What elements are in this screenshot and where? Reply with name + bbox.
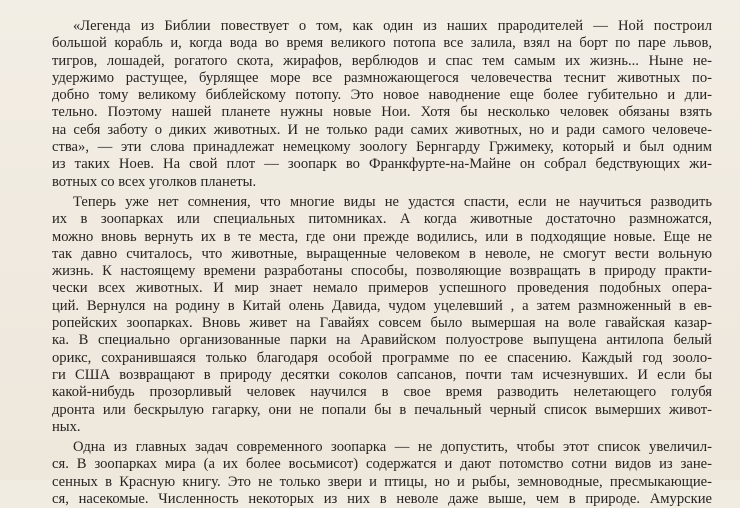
text-line: ций. Вернулся на родину в Китай олень Давида, чудом уцелевший , а затем размноженный в ев- xyxy=(52,297,712,314)
text-line: удержимо растущее, бурлящее море все размножающегося человечества теснит животных по- xyxy=(52,69,712,86)
text-line: Одна из главных задач современного зоопарка — не допустить, чтобы этот список увеличил- xyxy=(73,439,712,456)
text-line: орикс, сохранившаяся только благодаря особой программе по ее спасению. Каждый год зооло- xyxy=(52,349,712,366)
text-line: жизнь. К настоящему времени разработаны способы, позволяющие возвращать в природу практи- xyxy=(52,263,712,280)
text-line: так давно считалось, что животные, выращенные человеком в неволе, не смогут вести вольную xyxy=(52,245,712,262)
text-line: ка. В специально организованные парки на Аравийском полуострове выпущена антилопа белый xyxy=(52,332,712,349)
text-line: из таких Ноев. На свой плот — зоопарк во Франкфурте-на-Майне он собрал бедствующих жи- xyxy=(52,156,712,173)
paragraph-2 xyxy=(52,194,712,436)
text-line: чески всех животных. И мир знает немало примеров успешного проведения подобных опера- xyxy=(52,280,712,297)
text-line: их в зоопарках или специальных питомниках. А когда животные достаточно размножатся, xyxy=(52,211,712,228)
text-line: ных. xyxy=(52,418,81,435)
text-line: «Легенда из Библии повествует о том, как один из наших прародителей — Ной построил xyxy=(73,18,712,34)
text-line: на себя заботу о диких животных. И не только ради самих животных, но и ради самого человече- xyxy=(52,121,712,138)
text-line: Теперь уже нет сомнения, что многие виды не удастся спасти, если не научиться разводить xyxy=(73,193,712,210)
text-line: можно вновь вернуть их в те места, где они прежде водились, или в подходящие новые. Еще не xyxy=(52,228,712,245)
text-line: добно тому великому библейскому потопу. Это новое наводнение еще более губительно и дли- xyxy=(52,87,712,104)
paragraph-3 xyxy=(52,439,712,508)
text-line: ги США возвращают в природу десятки соколов сапсанов, почти там исчезнувших. И если бы xyxy=(52,366,712,383)
text-line: сенных в Красную книгу. Это не только звери и птицы, но и рыбы, земноводные, пресмыкающие- xyxy=(52,473,712,490)
text-line: тигров, лошадей, рогатого скота, жирафов, верблюдов и спас тем самым их жизнь... Ныне не- xyxy=(52,52,712,69)
text-line: большой корабль и, когда вода во время великого потопа все залила, взял на борт по паре львов, xyxy=(52,35,712,52)
text-line: ся, насекомые. Численность некоторых из них в неволе даже выше, чем в природе. Амурские xyxy=(52,491,712,508)
text-line: вотных со всех уголков планеты. xyxy=(52,173,257,190)
text-block xyxy=(52,18,712,508)
text-line: какой-нибудь прозорливый человек научился в свое время разводить нелетающего голубя xyxy=(52,384,712,401)
text-line: тельно. Поэтому нашей планете нужны новые Нои. Хотя бы несколько человек обязаны взять xyxy=(52,104,712,121)
text-line: ся. В зоопарках мира (а их более восьмисот) содержатся и дают потомство сотни видов из зане- xyxy=(52,456,712,473)
paragraph-1 xyxy=(52,18,712,191)
text-line: ства», — эти слова принадлежат немецкому зоологу Бернгарду Гржимеку, который и был одним xyxy=(52,139,712,156)
text-line: дронта или бескрылую гагарку, они не попали бы в печальный черный список вымерших живот- xyxy=(52,401,712,418)
text-line: ропейских зоопарках. Вновь живет на Гавайях совсем было вымершая на воле гавайская казар- xyxy=(52,315,712,332)
